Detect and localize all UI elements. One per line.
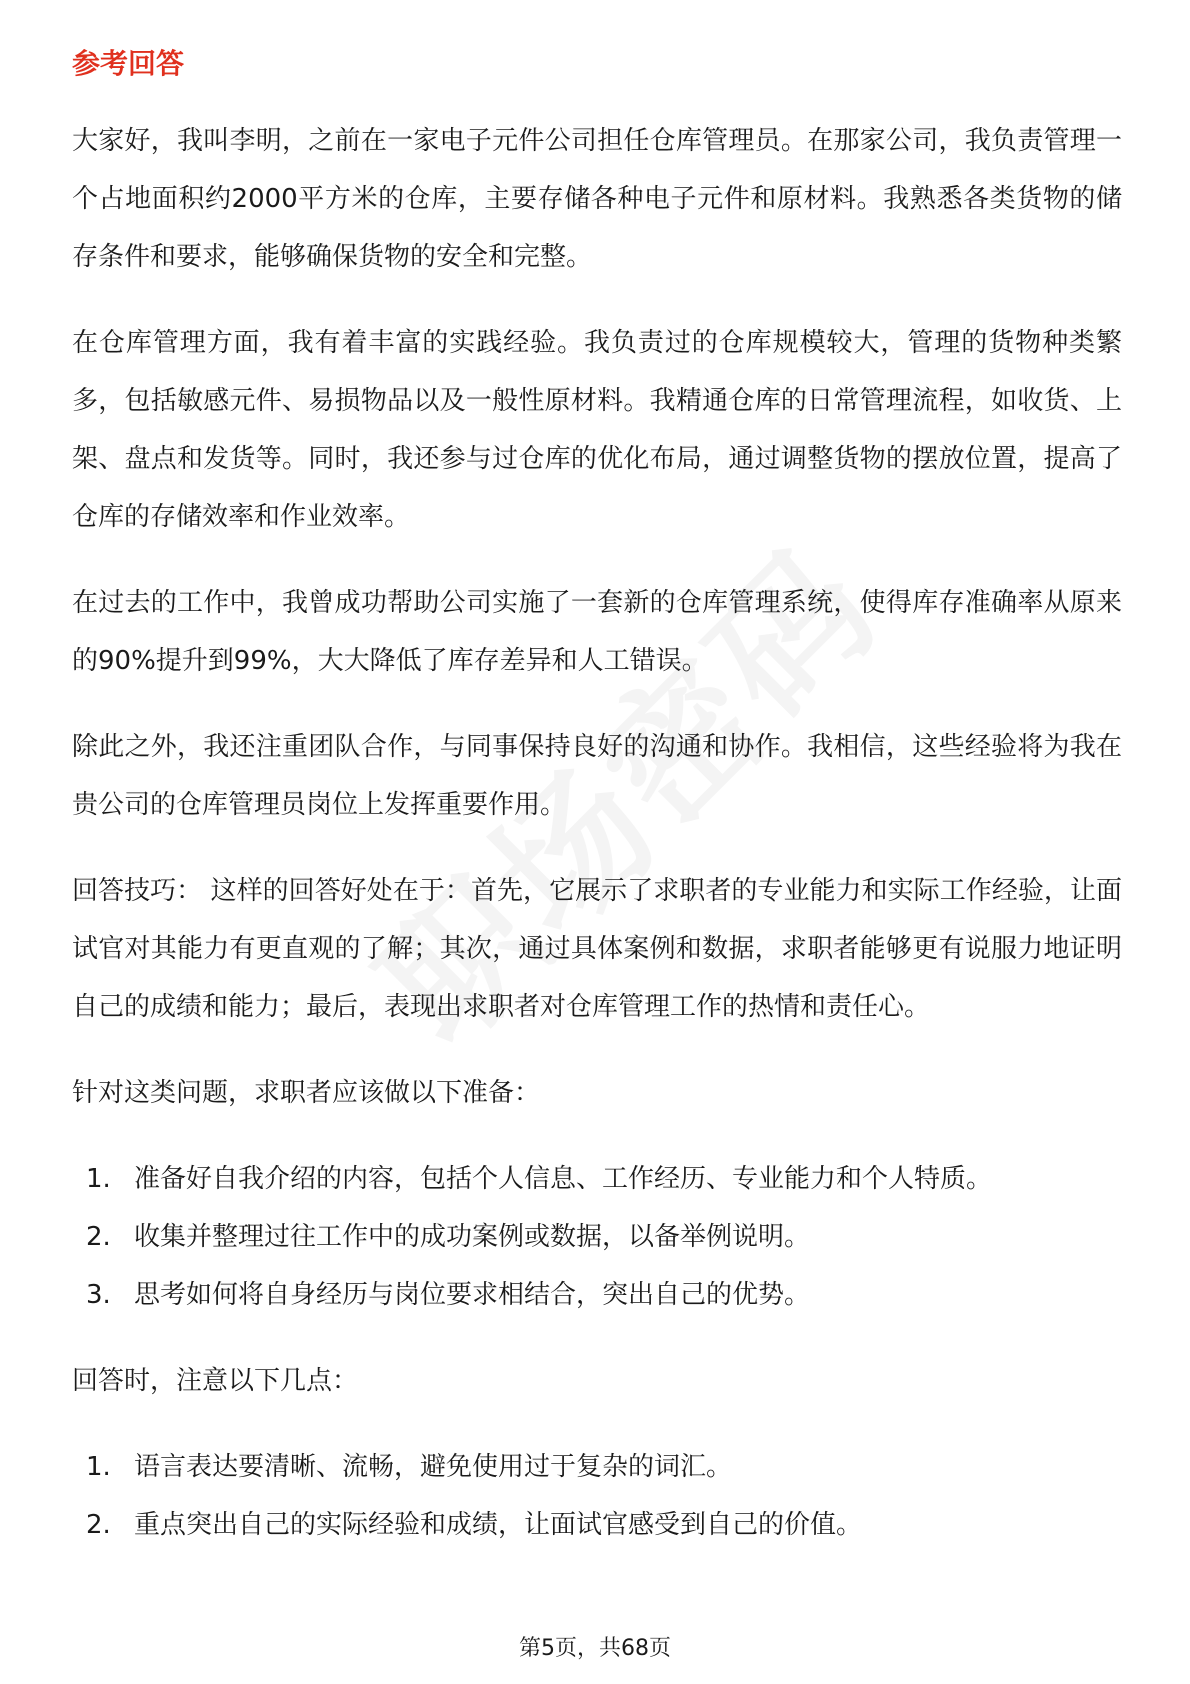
paragraph-experience: 在仓库管理方面，我有着丰富的实践经验。我负责过的仓库规模较大，管理的货物种类繁多，包括敏感元件、易损物品以及一般性原材料。我精通仓库的日常管理流程，如收货、上架、盘点和发货等。同时，我还参与过仓库的优化布局，通过调整货物的摆放位置，提高了仓库的存储效率和作业效率。 [72, 328, 1122, 532]
paragraph-prep-heading: 针对这类问题，求职者应该做以下准备： [72, 1078, 541, 1108]
list-number: 3. [86, 1280, 111, 1310]
list-item [72, 1438, 1122, 1496]
paragraph-answer-heading: 回答时，注意以下几点： [72, 1366, 359, 1396]
list-text: 收集并整理过往工作中的成功案例或数据，以备举例说明。 [134, 1222, 811, 1252]
prep-list [72, 1150, 1122, 1324]
paragraph-achievement: 在过去的工作中，我曾成功帮助公司实施了一套新的仓库管理系统，使得库存准确率从原来的90%提升到99%，大大降低了库存差异和人工错误。 [72, 588, 1122, 676]
list-text: 语言表达要清晰、流畅，避免使用过于复杂的词汇。 [134, 1452, 733, 1482]
list-item [72, 1208, 1122, 1266]
paragraph-teamwork: 除此之外，我还注重团队合作，与同事保持良好的沟通和协作。我相信，这些经验将为我在贵公司的仓库管理员岗位上发挥重要作用。 [72, 732, 1122, 820]
list-number: 1. [86, 1452, 111, 1482]
list-text: 重点突出自己的实际经验和成绩，让面试官感受到自己的价值。 [134, 1510, 863, 1540]
list-number: 2. [86, 1510, 111, 1540]
list-text: 思考如何将自身经历与岗位要求相结合，突出自己的优势。 [134, 1280, 811, 1310]
answer-list [72, 1438, 1122, 1554]
paragraph-intro: 大家好，我叫李明，之前在一家电子元件公司担任仓库管理员。在那家公司，我负责管理一个占地面积约2000平方米的仓库，主要存储各种电子元件和原材料。我熟悉各类货物的储存条件和要求，能够确保货物的安全和完整。 [72, 126, 1122, 272]
list-text: 准备好自我介绍的内容，包括个人信息、工作经历、专业能力和个人特质。 [134, 1164, 993, 1194]
list-number: 1. [86, 1164, 111, 1194]
document-content [72, 44, 1122, 1582]
page-footer: 第5页，共68页 [519, 1636, 671, 1661]
list-number: 2. [86, 1222, 111, 1252]
section-title: 参考回答 [72, 47, 185, 80]
paragraph-tips: 回答技巧： 这样的回答好处在于：首先，它展示了求职者的专业能力和实际工作经验，让面试官对其能力有更直观的了解；其次，通过具体案例和数据，求职者能够更有说服力地证明自己的成绩和能力；最后，表现出求职者对仓库管理工作的热情和责任心。 [72, 876, 1122, 1022]
list-item [72, 1266, 1122, 1324]
list-item [72, 1496, 1122, 1554]
list-item [72, 1150, 1122, 1208]
